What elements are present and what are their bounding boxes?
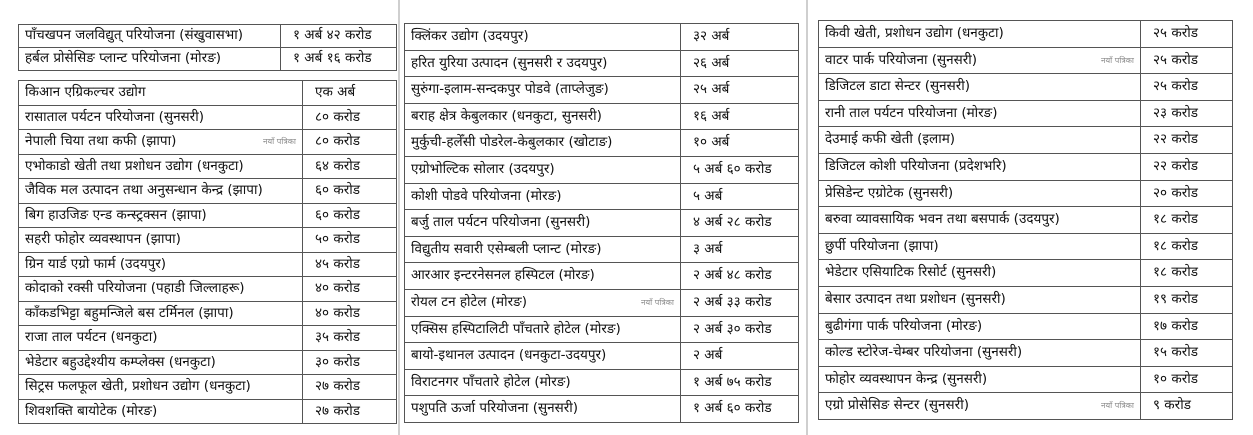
table-row	[405, 369, 799, 396]
table-row	[19, 105, 397, 130]
investment-value: १८ करोड	[1141, 233, 1233, 260]
table-row	[819, 313, 1233, 340]
project-name: देउमाई कफी खेती (इलाम)	[825, 131, 956, 148]
project-name: बुढीगंगा पार्क परियोजना (मोरङ)	[825, 317, 983, 334]
project-name: एभोकाडो खेती तथा प्रशोधन उद्योग (धनकुटा)	[25, 157, 244, 174]
project-name: हर्बल प्रोसेसिङ प्लान्ट परियोजना (मोरङ)	[25, 50, 222, 67]
project-name-cell	[819, 47, 1141, 74]
project-name: पाँचखपन जलविद्युत् परियोजना (संखुवासभा)	[25, 27, 244, 44]
project-name-cell	[819, 153, 1141, 180]
table-row	[405, 210, 799, 237]
table-row	[19, 350, 397, 375]
investment-value: ५० करोड	[303, 228, 397, 253]
investment-value: ३ अर्ब	[681, 236, 799, 263]
watermark-text: नयाँ पत्रिका	[1101, 401, 1134, 411]
investment-value: ८० करोड	[303, 105, 397, 130]
project-name: रोयल टन होटेल (मोरङ)	[411, 293, 528, 310]
watermark-text: नयाँ पत्रिका	[1101, 55, 1134, 65]
investment-value: २२ करोड	[1141, 127, 1233, 154]
table-row	[405, 50, 799, 77]
project-name: एग्रो प्रोसेसिङ सेन्टर (सुनसरी)	[825, 397, 969, 414]
table-row	[19, 277, 397, 302]
investment-value: २७ करोड	[303, 375, 397, 400]
investment-value: २२ करोड	[1141, 153, 1233, 180]
project-name: डिजिटल कोशी परियोजना (प्रदेशभरि)	[825, 158, 1007, 175]
project-name-cell	[19, 277, 303, 302]
table-row	[405, 316, 799, 343]
investment-value: २५ करोड	[1141, 74, 1233, 101]
table-row	[405, 236, 799, 263]
investment-value: १७ करोड	[1141, 313, 1233, 340]
project-name: किवी खेती, प्रशोधन उद्योग (धनकुटा)	[825, 25, 1004, 42]
project-name: कोशी पोडवे परियोजना (मोरङ)	[411, 187, 562, 204]
table-row	[819, 127, 1233, 154]
investment-value: १० अर्ब	[681, 130, 799, 157]
project-name: रानी ताल पर्यटन परियोजना (मोरङ)	[825, 104, 998, 121]
investment-value: २६ अर्ब	[681, 50, 799, 77]
project-name: बेसार उत्पादन तथा प्रशोधन (सुनसरी)	[825, 290, 1006, 307]
project-name-cell	[819, 313, 1141, 340]
column-divider-2	[806, 0, 808, 435]
table-row	[819, 74, 1233, 101]
investment-value: ३५ करोड	[303, 326, 397, 351]
table-row	[405, 183, 799, 210]
project-name: बरुवा व्यावसायिक भवन तथा बसपार्क (उदयपुर)	[825, 211, 1060, 228]
project-name: वाटर पार्क परियोजना (सुनसरी)	[825, 51, 978, 68]
investment-value: ५ अर्ब ६० करोड	[681, 156, 799, 183]
table-row	[405, 289, 799, 316]
column-divider-1	[398, 0, 400, 435]
project-name-cell	[819, 100, 1141, 127]
table-row	[819, 100, 1233, 127]
project-name-cell	[19, 301, 303, 326]
project-name-cell	[819, 286, 1141, 313]
project-name-cell	[19, 130, 303, 155]
table-panel-3	[818, 20, 1232, 420]
table-row	[819, 207, 1233, 234]
project-name: सहरी फोहोर व्यवस्थापन (झापा)	[25, 231, 181, 247]
table-row	[19, 326, 397, 351]
table-row	[405, 77, 799, 104]
project-name: ग्रिन यार्ड एग्रो फार्म (उदयपुर)	[25, 255, 166, 272]
investment-value: ४ अर्ब २८ करोड	[681, 210, 799, 237]
investment-value: ९ करोड	[1141, 393, 1233, 420]
table-row	[405, 103, 799, 130]
table-row	[405, 343, 799, 370]
project-name-cell	[819, 233, 1141, 260]
project-name: शिवशक्ति बायोटेक (मोरङ)	[25, 402, 158, 419]
project-name: क्लिंकर उद्योग (उदयपुर)	[411, 28, 529, 45]
project-name: बायो-इथानल उत्पादन (धनकुटा-उदयपुर)	[411, 347, 607, 364]
table-row	[819, 366, 1233, 393]
project-name: सुरुंगा-इलाम-सन्दकपुर पोडवे (ताप्लेजुङ)	[411, 81, 609, 98]
project-name-cell	[819, 393, 1141, 420]
project-name-cell	[19, 25, 281, 48]
table-row	[19, 25, 397, 48]
table-row	[19, 399, 397, 424]
project-name-cell	[819, 127, 1141, 154]
table-row	[19, 81, 397, 106]
table-row	[19, 130, 397, 155]
project-name-cell	[405, 156, 681, 183]
project-table-left	[18, 80, 397, 424]
investment-value: १ अर्ब ७५ करोड	[681, 369, 799, 396]
project-name-cell	[405, 289, 681, 316]
project-name-cell	[819, 74, 1141, 101]
project-name: भेडेटार बहुउद्देश्यीय कम्प्लेक्स (धनकुटा)	[25, 353, 216, 370]
project-name-cell	[19, 228, 303, 253]
table-row	[819, 286, 1233, 313]
project-name: आरआर इन्टरनेसनल हस्पिटल (मोरङ)	[411, 267, 595, 284]
project-name: किआन एग्रिकल्चर उद्योग	[25, 84, 146, 100]
investment-value: २ अर्ब	[681, 343, 799, 370]
table-row	[819, 260, 1233, 287]
project-table-right	[818, 20, 1233, 420]
table-row	[405, 396, 799, 423]
investment-value: २ अर्ब ३३ करोड	[681, 289, 799, 316]
project-name: प्रेसिडेन्ट एग्रोटेक (सुनसरी)	[825, 184, 954, 201]
project-name-cell	[19, 203, 303, 228]
project-name-cell	[19, 326, 303, 351]
project-name: विद्युतीय सवारी एसेम्बली प्लान्ट (मोरङ)	[411, 240, 602, 257]
table-panel-1	[18, 24, 396, 71]
project-name-cell	[19, 399, 303, 424]
investment-value: ३० करोड	[303, 350, 397, 375]
investment-value: २५ करोड	[1141, 47, 1233, 74]
project-name-cell	[405, 316, 681, 343]
investment-value: ४० करोड	[303, 277, 397, 302]
table-row	[819, 153, 1233, 180]
project-name: एग्रोभोल्टिक सोलार (उदयपुर)	[411, 161, 555, 178]
table-row	[19, 154, 397, 179]
project-name: राजा ताल पर्यटन (धनकुटा)	[25, 329, 158, 345]
project-name: कोदाको रक्सी परियोजना (पहाडी जिल्लाहरू)	[25, 280, 245, 296]
project-name: बर्जु ताल पर्यटन परियोजना (सुनसरी)	[411, 214, 591, 231]
project-name: बिग हाउजिङ एन्ड कन्स्ट्रक्सन (झापा)	[25, 206, 207, 223]
investment-value: १८ करोड	[1141, 207, 1233, 234]
project-name-cell	[405, 183, 681, 210]
investment-value: २ अर्ब ३० करोड	[681, 316, 799, 343]
table-row	[819, 340, 1233, 367]
investment-value: १५ करोड	[1141, 340, 1233, 367]
project-name-cell	[19, 105, 303, 130]
project-name: मुर्कुची-हलेँसी पोडरेल-केबुलकार (खोटाङ)	[411, 134, 613, 151]
project-name-cell	[19, 48, 281, 71]
investment-value: १८ करोड	[1141, 260, 1233, 287]
table-row	[19, 48, 397, 71]
project-name: एक्सिस हस्पिटालिटी पाँचतारे होटेल (मोरङ)	[411, 320, 621, 337]
investment-value: २५ अर्ब	[681, 77, 799, 104]
project-name-cell	[19, 350, 303, 375]
project-name: नेपाली चिया तथा कफी (झापा)	[25, 133, 177, 149]
project-name: पशुपति ऊर्जा परियोजना (सुनसरी)	[411, 400, 579, 417]
table-row	[19, 301, 397, 326]
table-row	[405, 130, 799, 157]
project-name-cell	[405, 263, 681, 290]
project-name-cell	[405, 343, 681, 370]
investment-value: ६० करोड	[303, 203, 397, 228]
table-row	[819, 180, 1233, 207]
investment-value: २ अर्ब ४८ करोड	[681, 263, 799, 290]
project-name: फोहोर व्यवस्थापन केन्द्र (सुनसरी)	[825, 370, 988, 387]
project-name: हरित युरिया उत्पादन (सुनसरी र उदयपुर)	[411, 54, 608, 71]
investment-value: १० करोड	[1141, 366, 1233, 393]
project-table-top	[18, 24, 397, 71]
investment-value: एक अर्ब	[303, 81, 397, 106]
investment-value: २० करोड	[1141, 180, 1233, 207]
investment-value: ३२ अर्ब	[681, 24, 799, 51]
project-name: काँकडभिट्टा बहुमन्जिले बस टर्मिनल (झापा)	[25, 304, 234, 321]
project-name: जैविक मल उत्पादन तथा अनुसन्धान केन्द्र (झापा)	[25, 182, 263, 198]
project-name-cell	[405, 50, 681, 77]
project-name: बराह क्षेत्र केबुलकार (धनकुटा, सुनसरी)	[411, 107, 602, 124]
table-row	[819, 47, 1233, 74]
project-name-cell	[19, 179, 303, 204]
project-name: भेडेटार एसियाटिक रिसोर्ट (सुनसरी)	[825, 264, 997, 281]
project-name: डिजिटल डाटा सेन्टर (सुनसरी)	[825, 78, 971, 95]
project-name: विराटनगर पाँचतारे होटेल (मोरङ)	[411, 373, 571, 390]
project-table-middle	[404, 23, 799, 423]
investment-value: ८० करोड	[303, 130, 397, 155]
table-row	[19, 375, 397, 400]
table-row	[19, 252, 397, 277]
table-row	[405, 24, 799, 51]
project-name-cell	[405, 103, 681, 130]
project-name-cell	[405, 24, 681, 51]
project-name: सिट्रस फलफूल खेती, प्रशोधन उद्योग (धनकुटा)	[25, 378, 251, 394]
watermark-text: नयाँ पत्रिका	[641, 297, 674, 307]
investment-value: ५ अर्ब	[681, 183, 799, 210]
investment-value: २५ करोड	[1141, 21, 1233, 48]
project-name-cell	[405, 77, 681, 104]
project-name-cell	[405, 210, 681, 237]
project-name-cell	[819, 180, 1141, 207]
table-row	[19, 203, 397, 228]
project-name-cell	[819, 207, 1141, 234]
project-name: कोल्ड स्टोरेज-चेम्बर परियोजना (सुनसरी)	[825, 344, 1023, 361]
investment-value: २३ करोड	[1141, 100, 1233, 127]
table-row	[819, 233, 1233, 260]
table-row	[19, 228, 397, 253]
table-row	[19, 179, 397, 204]
table-panel-2	[404, 23, 798, 423]
investment-value: १ अर्ब ६० करोड	[681, 396, 799, 423]
investment-value: २७ करोड	[303, 399, 397, 424]
project-name-cell	[405, 369, 681, 396]
table-row	[405, 263, 799, 290]
project-name-cell	[819, 340, 1141, 367]
investment-value: १६ अर्ब	[681, 103, 799, 130]
project-name-cell	[405, 130, 681, 157]
table-panel-1b	[18, 80, 396, 424]
investment-value: ४० करोड	[303, 301, 397, 326]
table-row	[819, 393, 1233, 420]
project-name-cell	[19, 252, 303, 277]
investment-value: ६४ करोड	[303, 154, 397, 179]
project-name-cell	[819, 366, 1141, 393]
project-name-cell	[819, 260, 1141, 287]
project-name-cell	[19, 81, 303, 106]
project-name-cell	[405, 396, 681, 423]
project-name-cell	[19, 154, 303, 179]
investment-value: ६० करोड	[303, 179, 397, 204]
project-name: छुर्पी परियोजना (झापा)	[825, 237, 939, 254]
investment-value: १ अर्ब ४२ करोड	[281, 25, 397, 48]
project-name-cell	[405, 236, 681, 263]
investment-value: ४५ करोड	[303, 252, 397, 277]
project-name-cell	[19, 375, 303, 400]
table-row	[819, 21, 1233, 48]
table-row	[405, 156, 799, 183]
project-name: रासाताल पर्यटन परियोजना (सुनसरी)	[25, 108, 204, 125]
investment-value: १९ करोड	[1141, 286, 1233, 313]
investment-value: १ अर्ब १६ करोड	[281, 48, 397, 71]
watermark-text: नयाँ पत्रिका	[263, 137, 296, 146]
project-name-cell	[819, 21, 1141, 48]
